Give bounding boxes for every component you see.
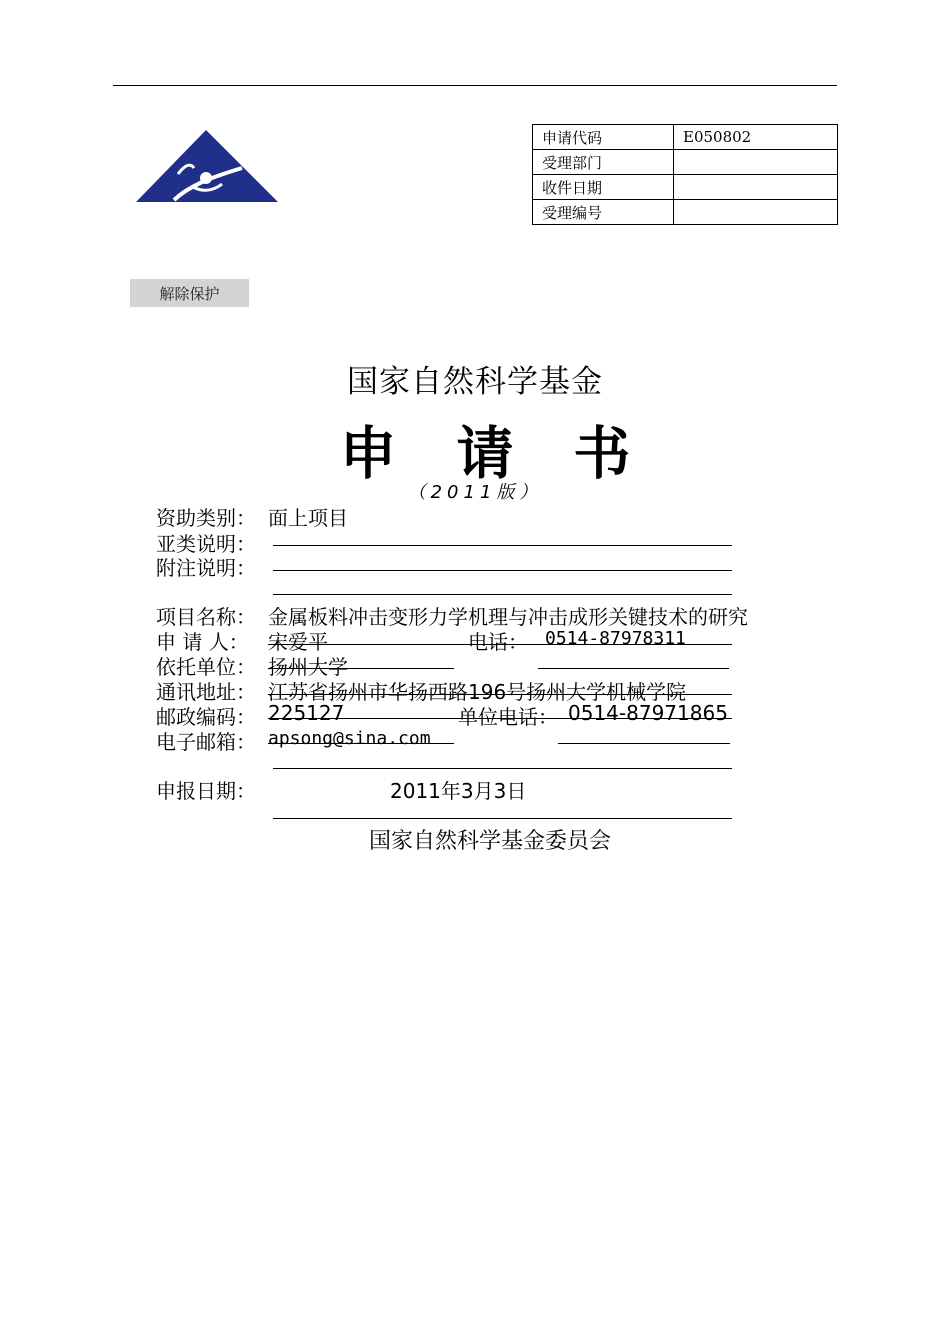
meta-row-department [533,150,838,175]
project-name-label: 项目名称： [156,605,256,629]
header-rule [113,85,837,86]
email-field-line [268,743,454,744]
institution-label: 依托单位： [156,655,256,679]
phone-value: 0514-87978311 [545,628,686,649]
applicant-value: 宋爱平 [268,630,328,654]
email-label: 电子邮箱： [156,730,256,754]
meta-value [674,200,838,225]
meta-row-code [533,125,838,150]
application-meta-table [532,124,838,225]
email-extra-line [558,743,730,744]
meta-row-received-date [533,175,838,200]
funding-type-label: 资助类别： [156,506,256,530]
page-title-fund: 国家自然科学基金 [347,364,603,400]
meta-value: E050802 [674,125,838,150]
funding-type-value: 面上项目 [268,506,348,530]
phone-label: 电话： [468,630,528,654]
meta-label: 受理部门 [533,150,674,175]
date-field-line [273,818,732,819]
email-value: apsong@sina.com [268,728,431,749]
project-name-value: 金属板料冲击变形力学机理与冲击成形关键技术的研究 [268,605,748,629]
applicant-label: 申 请 人： [156,630,249,654]
unit-phone-label: 单位电话： [458,705,558,729]
note-field-line-2 [273,594,732,595]
date-value: 2011年3月3日 [390,779,527,803]
committee-name: 国家自然科学基金委员会 [368,829,611,854]
unprotect-button[interactable]: 解除保护 [130,279,249,307]
meta-value [674,175,838,200]
meta-label: 受理编号 [533,200,674,225]
email-field-line-2 [273,768,732,769]
meta-label: 收件日期 [533,175,674,200]
date-label: 申报日期： [156,779,256,803]
edition-label: （2011版） [407,482,543,503]
meta-value [674,150,838,175]
postcode-label: 邮政编码： [156,705,256,729]
institution-value: 扬州大学 [268,655,348,679]
subtype-label: 亚类说明： [156,532,256,556]
unit-phone-value: 0514-87971865 [568,701,728,725]
postcode-strike-line [268,718,732,719]
postcode-value: 225127 [268,701,345,725]
page-title-application: 申 请 书 [339,421,651,487]
institution-strike-line [268,668,454,669]
meta-label: 申请代码 [533,125,674,150]
institution-extra-line [538,668,729,669]
applicant-strike-line [268,644,732,645]
nsfc-logo [134,128,280,204]
address-label: 通讯地址： [156,680,256,704]
meta-row-number [533,200,838,225]
note-field-line [273,570,732,571]
address-value: 江苏省扬州市华扬西路196号扬州大学机械学院 [268,680,687,704]
note-label: 附注说明： [156,556,256,580]
subtype-field-line [273,545,732,546]
address-strike-line [268,694,732,695]
